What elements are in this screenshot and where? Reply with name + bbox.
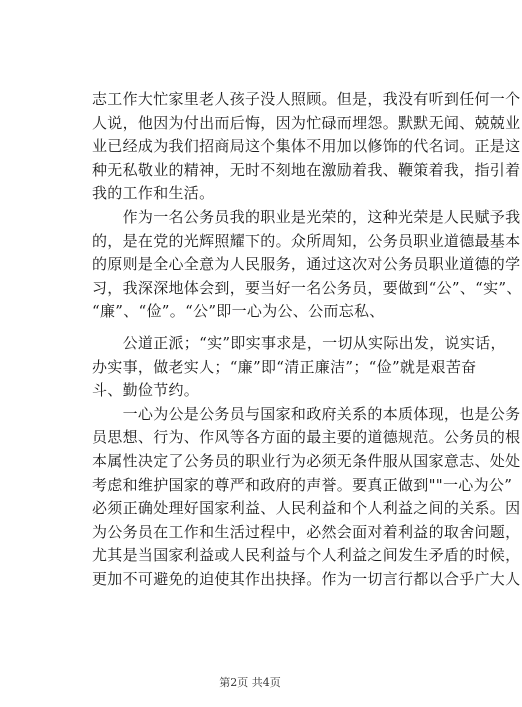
text-line: 志工作大忙家里老人孩子没人照顾。但是，我没有听到任何一个 bbox=[92, 90, 521, 108]
text-line: 种无私敬业的精神，无时不刻地在激励着我、鞭策着我，指引着 bbox=[92, 160, 521, 179]
text-line: 必须正确处理好国家利益、人民利益和个人利益之间的关系。因 bbox=[92, 499, 521, 518]
text-line: 的，是在党的光辉照耀下的。众所周知，公务员职业道德最基本 bbox=[92, 231, 521, 250]
text-line: 本属性决定了公务员的职业行为必须无条件服从国家意志、处处 bbox=[92, 451, 521, 470]
text-line: 的原则是全心全意为人民服务，通过这次对公务员职业道德的学 bbox=[92, 255, 521, 274]
text-line: 尤其是当国家利益或人民利益与个人利益之间发生矛盾的时候， bbox=[92, 546, 521, 565]
page-number-footer: 第2页 共4页 bbox=[219, 676, 281, 689]
text-line: 人说，他因为付出而后悔，因为忙碌而埋怨。默默无闻、兢兢业 bbox=[92, 113, 521, 132]
text-line: 更加不可避免的迫使其作出抉择。作为一切言行都以合乎广大人 bbox=[92, 569, 521, 588]
text-line: 习，我深深地体会到，要当好一名公务员，要做到“公”、“实”、 bbox=[92, 278, 522, 297]
text-line: 我的工作和生活。 bbox=[92, 184, 215, 203]
text-line: 公道正派；“实”即实事求是，一切从实际出发，说实话， bbox=[92, 333, 506, 352]
text-line: 办实事，做老实人；“廉”即“清正廉洁”；“俭”就是艰苦奋 bbox=[92, 357, 477, 376]
paragraph-gap bbox=[92, 324, 432, 332]
text-line: “廉”、“俭”。“公”即一心为公、公而忘私、 bbox=[92, 302, 385, 321]
text-line: 业已经成为我们招商局这个集体不用加以修饰的代名词。正是这 bbox=[92, 137, 521, 156]
text-line: 斗、勤俭节约。 bbox=[92, 381, 200, 400]
document-body bbox=[92, 88, 522, 591]
text-line: 作为一名公务员我的职业是光荣的，这种光荣是人民赋予我 bbox=[92, 207, 521, 226]
text-line: 一心为公是公务员与国家和政府关系的本质体现，也是公务 bbox=[92, 404, 521, 423]
text-line: 员思想、行为、作风等各方面的最主要的道德规范。公务员的根 bbox=[92, 428, 521, 447]
text-line: 为公务员在工作和生活过程中，必然会面对着利益的取舍问题， bbox=[92, 522, 521, 541]
text-line: 考虑和维护国家的尊严和政府的声誉。要真正做到""一心为公” bbox=[92, 475, 513, 494]
